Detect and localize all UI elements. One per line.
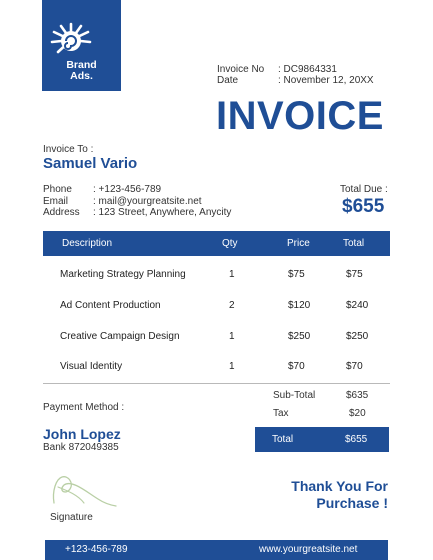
footer-website[interactable]: www.yourgreatsite.net	[259, 544, 358, 555]
invoice-date-value: : November 12, 20XX	[278, 75, 374, 86]
table-row	[43, 331, 390, 351]
row-price: $70	[288, 361, 305, 372]
total-due-label: Total Due :	[340, 184, 388, 195]
row-qty: 2	[229, 300, 235, 311]
tax-value: $20	[349, 408, 366, 419]
column-header-qty: Qty	[222, 238, 238, 249]
tax-label: Tax	[273, 408, 289, 419]
phone-label: Phone	[43, 184, 72, 195]
brand-line-2: Ads.	[70, 70, 93, 82]
signature-label: Signature	[50, 512, 93, 523]
subtotal-label: Sub-Total	[273, 390, 316, 401]
brand-line-1: Brand	[66, 59, 97, 71]
address-value: : 123 Street, Anywhere, Anycity	[93, 207, 232, 218]
thank-you-line-2: Purchase !	[316, 495, 388, 511]
row-qty: 1	[229, 361, 235, 372]
column-header-total: Total	[343, 238, 365, 249]
row-total: $250	[346, 331, 369, 342]
table-row	[43, 361, 390, 381]
row-description: Creative Campaign Design	[60, 331, 180, 342]
thank-you-message	[250, 478, 388, 512]
payment-method-label: Payment Method :	[43, 402, 125, 413]
row-total: $70	[346, 361, 363, 372]
column-header-description: Description	[62, 238, 113, 249]
row-qty: 1	[229, 331, 235, 342]
email-label: Email	[43, 196, 69, 207]
spiral-sun-icon	[48, 20, 94, 60]
row-total: $240	[346, 300, 369, 311]
phone-value: : +123-456-789	[93, 184, 162, 195]
brand-logo	[42, 0, 121, 91]
table-divider	[43, 383, 390, 384]
row-price: $120	[288, 300, 311, 311]
row-price: $250	[288, 331, 311, 342]
invoice-number-label: Invoice No	[217, 64, 265, 75]
invoice-date-label: Date	[217, 75, 239, 86]
grand-total-label: Total	[272, 434, 294, 445]
footer-phone: +123-456-789	[65, 544, 128, 555]
invoice-to-label: Invoice To :	[43, 144, 94, 155]
email-value: : mail@yourgreatsite.net	[93, 196, 202, 207]
table-row	[43, 269, 390, 289]
row-qty: 1	[229, 269, 235, 280]
table-header	[43, 231, 390, 256]
brand-name	[42, 60, 121, 82]
subtotal-value: $635	[346, 390, 369, 401]
row-description: Visual Identity	[60, 361, 123, 372]
row-price: $75	[288, 269, 305, 280]
signature-scribble	[48, 473, 120, 511]
thank-you-line-1: Thank You For	[291, 478, 388, 494]
client-name: Samuel Vario	[43, 155, 138, 172]
page-title: INVOICE	[216, 94, 384, 138]
table-row	[43, 300, 390, 320]
column-header-price: Price	[287, 238, 310, 249]
row-description: Ad Content Production	[60, 300, 161, 311]
grand-total-value: $655	[345, 434, 368, 445]
row-total: $75	[346, 269, 363, 280]
row-description: Marketing Strategy Planning	[60, 269, 186, 280]
footer-bar	[45, 540, 388, 560]
bank-account: Bank 872049385	[43, 442, 119, 453]
address-label: Address	[43, 207, 80, 218]
total-due-value: $655	[342, 196, 385, 217]
grand-total-bar	[255, 427, 389, 452]
invoice-number-value: : DC9864331	[278, 64, 337, 75]
payee-name: John Lopez	[43, 426, 121, 442]
